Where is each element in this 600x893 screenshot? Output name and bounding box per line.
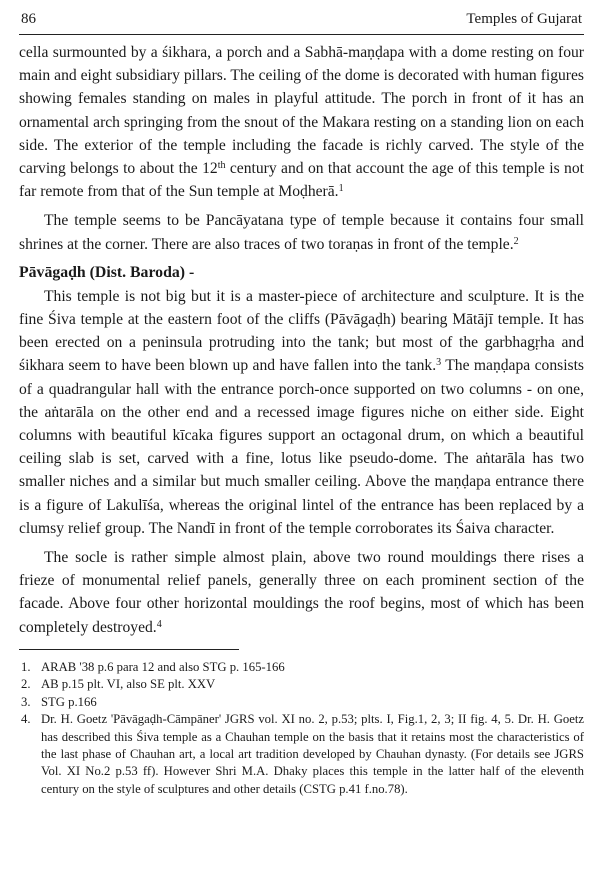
footnotes <box>19 659 584 798</box>
paragraph: This temple is not big but it is a master-piece of architecture and sculpture. It is the fine Śiva temple at the eastern foot of the cliffs (Pāvāgaḍh) bearing Mātājī temple. It has been erected on a peninsula protruding into the tank; but most of the garbhagṛha and śikhara seem to have been blown up and have fallen into the tank.$^3$ The maṇḍapa consists of a quadrangular hall with the entrance porch-once supported on two columns - on one, the aṅtarāla on the other end and a recessed image figures niche on either side. Eight columns with beautiful kīcaka figures support an octagonal drum, on which a beautiful ceiling slab is set, carved with a fine, lotus like pseudo-dome. The aṅtarāla has two smaller niches and a similar but much smaller ceiling. Above the maṇḍapa entrance there is a figure of Lakulīśa, whereas the original lintel of the entrance has been replaced by a clumsy relief group. The Nandī in front of the temple corroborates its Śaiva character. <box>19 287 584 537</box>
footnote-number: 1. <box>21 659 31 674</box>
body-text <box>19 41 584 639</box>
footnote <box>21 711 584 798</box>
section-heading: Pāvāgaḍh (Dist. Baroda) - <box>19 263 195 281</box>
footnote-number: 2. <box>21 677 31 692</box>
running-header <box>19 10 584 35</box>
paragraph: The socle is rather simple almost plain, above two round mouldings there rises a frieze of monumental relief panels, generally three on each prominent section of the facade. Above four other horizontal mouldings the roof begins, most of which has been completely destroyed.$^4$ <box>19 549 584 636</box>
footnote-text: AB p.15 plt. VI, also SE plt. XXV <box>41 677 216 692</box>
footnote-text: Dr. H. Goetz 'Pāvāgaḍh-Cāmpāner' JGRS vol. XI no. 2, p.53; plts. I, Fig.1, 2, 3; II fig. 4, 5. Dr. H. Goetz has described this Śiva temple as a Chauhan temple on the basis that it retains most the characteristics of the last phase of Chauhan art, a local art tradition developed by Chauhan dynasty. (For details see JGRS Vol. XI No.2 p.53 ff). However Shri M.A. Dhaky places this temple in the latter half of the eleventh century on the style of sculptures and other details (CSTG p.41 f.no.78). <box>41 712 584 796</box>
footnote-divider <box>19 649 239 650</box>
footnote-ref: 3 <box>436 357 442 369</box>
footnote <box>21 659 584 676</box>
paragraph: The temple seems to be Pancāyatana type of temple because it contains four small shrines at the corner. There are also traces of two toraṇas in front of the temple.$^2$ <box>19 212 584 253</box>
footnote <box>21 676 584 693</box>
paragraph: cella surmounted by a śikhara, a porch and a Sabhā-maṇḍapa with a dome resting on four main and eight subsidiary pillars. The ceiling of the dome is decorated with human figures showing females standing on males in playful attitude. The porch in front of it has an ornamental arch springing from the snout of the Makara resting on a standing lion on each side. The exterior of the temple including the facade is richly carved. The style of the carving belongs to about the 12th century and on that account the age of this temple is not far remote from that of the Sun temple at Moḍherā.$^1$ <box>19 44 584 201</box>
footnote-text: STG p.166 <box>41 694 97 709</box>
footnote-ref: 2 <box>513 235 519 247</box>
footnote <box>21 694 584 711</box>
footnote-number: 4. <box>21 712 31 727</box>
footnote-text: ARAB '38 p.6 para 12 and also STG p. 165-166 <box>41 659 285 674</box>
running-title: Temples of Gujarat <box>466 11 582 27</box>
footnote-ref: 4 <box>156 618 162 630</box>
footnote-number: 3. <box>21 694 31 709</box>
page-number: 86 <box>21 11 36 27</box>
superscript: th <box>217 160 226 172</box>
footnote-ref: 1 <box>338 183 344 195</box>
